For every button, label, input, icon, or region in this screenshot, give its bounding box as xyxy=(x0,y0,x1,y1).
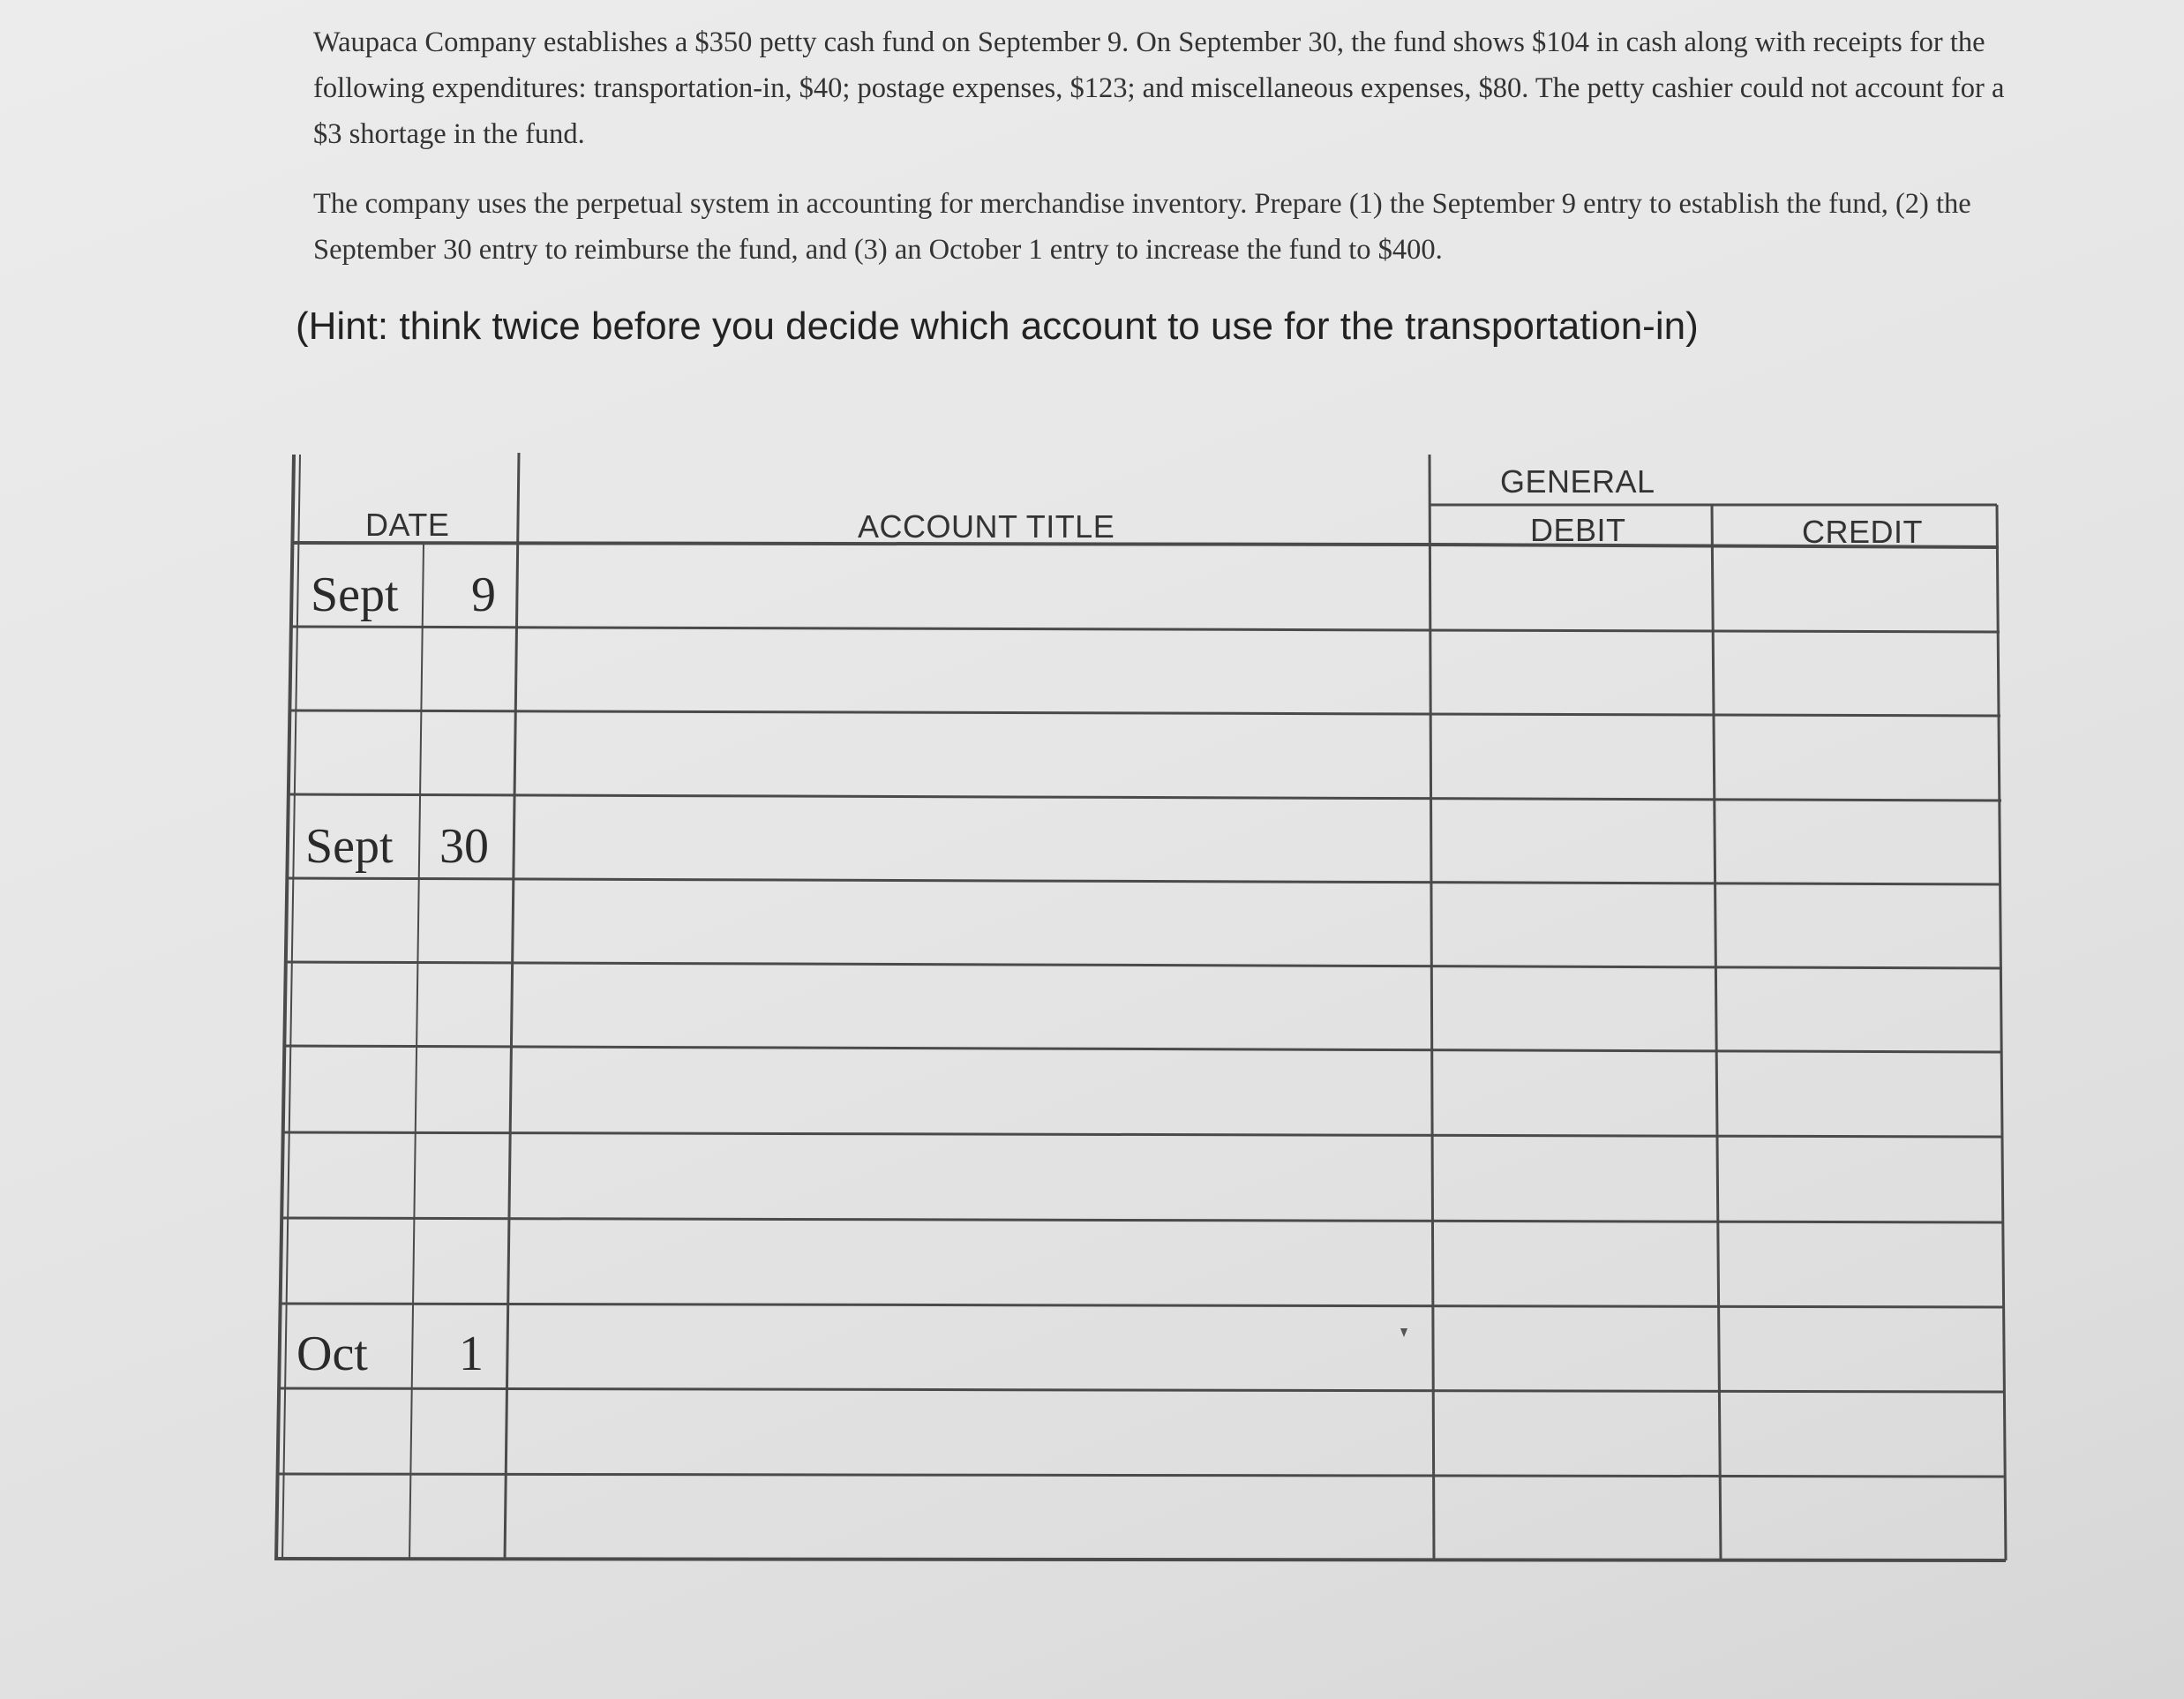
grid-right-border xyxy=(1997,505,2006,1560)
grid-account-debit-separator xyxy=(1430,455,1434,1560)
entry-2-day: 30 xyxy=(439,819,489,874)
grid-debit-credit-separator xyxy=(1712,505,1721,1560)
header-credit: CREDIT xyxy=(1802,514,1923,550)
grid-month-day-separator xyxy=(409,545,424,1560)
pen-mark xyxy=(1400,1328,1407,1337)
entry-3-day: 1 xyxy=(459,1327,484,1381)
header-date: DATE xyxy=(365,507,450,543)
header-account-title: ACCOUNT TITLE xyxy=(858,508,1115,545)
grid-date-account-separator xyxy=(505,453,519,1560)
hint-text: (Hint: think twice before you decide which account to use for the transportation-in) xyxy=(296,304,1699,348)
entry-1-day: 9 xyxy=(471,568,496,622)
header-debit: DEBIT xyxy=(1530,512,1626,548)
entry-2-month: Sept xyxy=(305,819,394,874)
entry-3-month: Oct xyxy=(296,1327,368,1381)
problem-paragraph-2: The company uses the perpetual system in accounting for merchandise inventory. Prepare (1) the September 9 entry to establish the fund, (2) the September 30 entry to reimburse the fund, and (3) an October 1 entry to increase the fund to $400. xyxy=(313,188,1971,266)
grid-bottom-border xyxy=(276,1559,2006,1560)
entry-1-month: Sept xyxy=(311,568,399,622)
header-general: GENERAL xyxy=(1500,463,1655,500)
problem-paragraph-1: Waupaca Company establishes a $350 petty cash fund on September 9. On September 30, the fund shows $104 in cash along with receipts for the following expenditures: transportation-in, $40; postage expenses, $123; and miscellaneous expenses, $80. The petty cashier could not account for a $3 shortage in the fund. xyxy=(313,26,2005,150)
